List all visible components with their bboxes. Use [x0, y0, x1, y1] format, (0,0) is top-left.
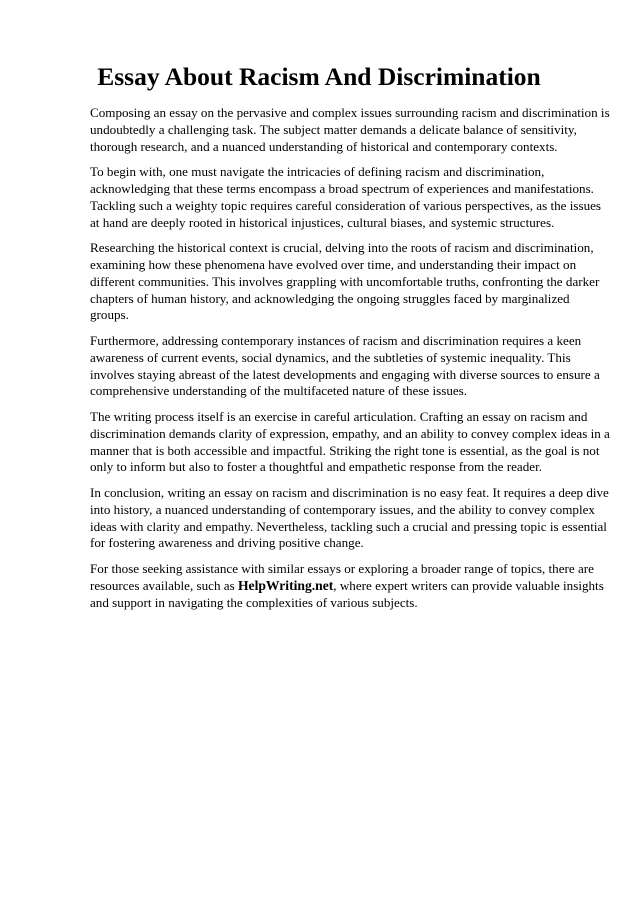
- paragraph-definitions: To begin with, one must navigate the intricacies of defining racism and discrimination, acknowledging that these terms encompass a broad spectrum of experiences and manifestations. Tackling such a weighty topic requires careful consideration of various perspectives, as the issues at hand are deeply rooted in historical injustices, cultural biases, and systemic structures.: [90, 164, 602, 230]
- paragraph-intro: Composing an essay on the pervasive and complex issues surrounding racism and discrimination is undoubtedly a challenging task. The subject matter demands a delicate balance of sensitivity, thorough research, and a nuanced understanding of historical and contemporary contexts.: [90, 105, 610, 154]
- document-body: [90, 105, 610, 620]
- document-title: Essay About Racism And Discrimination: [97, 62, 541, 91]
- paragraph-history: Researching the historical context is crucial, delving into the roots of racism and discrimination, examining how these phenomena have evolved over time, and understanding their impact on different communities. This involves grappling with uncomfortable truths, confronting the darker chapters of human history, and acknowledging the ongoing struggles faced by marginalized groups.: [90, 240, 600, 323]
- closing-text-after: , where expert writers can provide valuable insights and support in navigating the complexities of various subjects.: [90, 577, 604, 610]
- paragraph-contemporary: Furthermore, addressing contemporary instances of racism and discrimination requires a keen awareness of current events, social dynamics, and the subtleties of systemic inequality. This involves staying abreast of the latest developments and engaging with diverse sources to ensure a comprehensive understanding of the multifaceted nature of these issues.: [90, 332, 600, 399]
- paragraph-closing: [90, 561, 610, 611]
- helpwriting-link[interactable]: HelpWriting.net: [237, 577, 334, 593]
- paragraph-conclusion: In conclusion, writing an essay on racism and discrimination is no easy feat. It requires a deep dive into history, a nuanced understanding of contemporary issues, and the ability to convey complex ideas with clarity and empathy. Nevertheless, tackling such a crucial and pressing topic is essential for fostering awareness and driving positive change.: [90, 484, 609, 551]
- paragraph-writing-process: The writing process itself is an exercise in careful articulation. Crafting an essay on racism and discrimination demands clarity of expression, empathy, and an ability to convey complex ideas in a manner that is both accessible and impactful. Striking the right tone is essential, as the goal is not only to inform but also to foster a thoughtful and empathetic response from the reader.: [90, 408, 610, 475]
- closing-text-before: For those seeking assistance with similar essays or exploring a broader range of topics, there are resources available, such as: [90, 560, 594, 593]
